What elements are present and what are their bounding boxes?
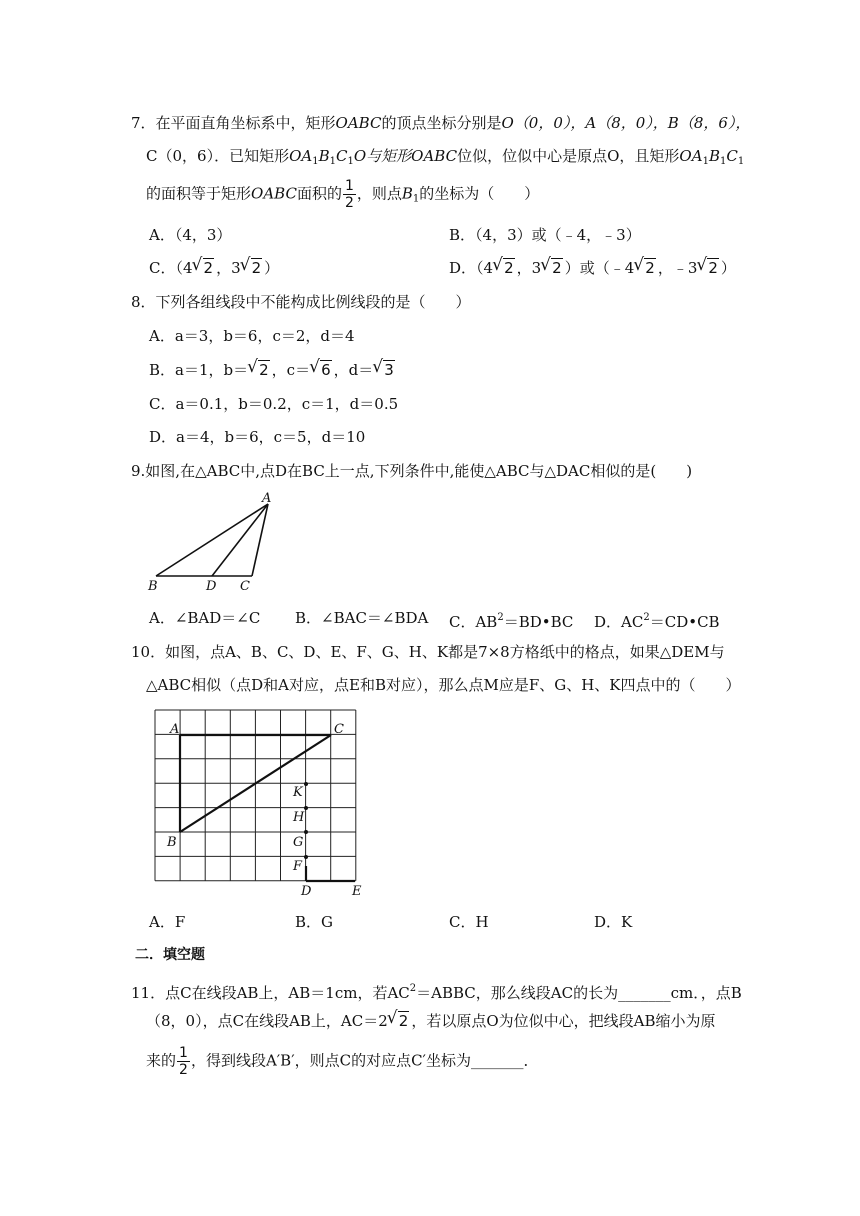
q11-line-1: 11．点C在线段AB上，AB＝1cm，若$AC^2=ABBC$，那么线段AC的长为_______cm．，点B xyxy=(131,983,742,1002)
q10-option-a: A．F xyxy=(149,913,186,931)
q10-point-f xyxy=(304,855,308,859)
q7-line-2: C（0，6）．已知矩形$OA_1B_1C_1O$与矩形OABC位似，位似中心是原点O，且矩形$OA_1B_1C_1$ xyxy=(146,147,745,167)
q10-point-g xyxy=(304,830,308,834)
q11-blank-2: _______ xyxy=(470,1051,524,1070)
q10-label-a: A xyxy=(170,722,180,737)
q10-line-2: △ABC相似（点D和A对应，点E和B对应），那么点M应是F、G、H、K四点中的（ ） xyxy=(146,676,741,694)
q10-label-h: H xyxy=(293,810,305,825)
q9-option-d: D．$AC^2=CD•CB$ xyxy=(594,612,720,631)
section-heading-fill-in: 二．填空题 xyxy=(135,947,205,963)
q8-option-a: A．a＝3，b＝6，c＝2，d＝4 xyxy=(149,327,355,345)
q7-option-d: D．（4√ 2 ，3√ 2 ）或（﹣4√ 2 ，﹣3√ 2 ） xyxy=(449,257,736,279)
q8-option-d: D．a＝4，b＝6，c＝5，d＝10 xyxy=(149,428,366,446)
fraction-one-half: $\frac{1}{2}$ xyxy=(344,178,354,211)
q10-label-g: G xyxy=(293,835,304,850)
q10-point-k xyxy=(304,782,308,786)
q7-option-b: B．（4，3）或（﹣4，﹣3） xyxy=(449,226,641,244)
q10-label-b: B xyxy=(167,835,177,850)
q9-option-b: B．∠BAC＝∠BDA xyxy=(295,609,429,627)
fraction-one-half: $\frac{1}{2}$ xyxy=(179,1045,188,1078)
q10-option-c: C．H xyxy=(449,913,489,931)
q9-label-a: A xyxy=(262,491,272,506)
q11-line-2: （8，0），点C在线段AB上，AC＝2√ 2 ，若以原点O为位似中心，把线段AB缩小为原 xyxy=(146,1010,715,1032)
q8-stem: 8．下列各组线段中不能构成比例线段的是（ ） xyxy=(131,293,471,311)
q9-option-c: C．$AB^2=BD•BC$ xyxy=(449,612,574,631)
q9-label-d: D xyxy=(206,579,217,594)
q7-option-a: A．（4，3） xyxy=(149,226,232,244)
q10-option-b: B．G xyxy=(295,913,334,931)
q10-label-e: E xyxy=(352,884,362,898)
q10-label-c: C xyxy=(334,722,344,737)
q10-option-d: D．K xyxy=(594,913,633,931)
q7-line-3: 的面积等于矩形OABC面积的 $\frac{1}{2}$ ，则点$B_1$的坐标为（ ） xyxy=(146,178,540,211)
q9-label-c: C xyxy=(240,579,250,594)
q7-line-1: 7．在平面直角坐标系中，矩形OABC的顶点坐标分别是O（0，0），A（8，0），B（8，6）， xyxy=(131,114,751,132)
q10-point-h xyxy=(304,806,308,810)
q9-triangle-figure xyxy=(140,490,290,600)
q9-label-b: B xyxy=(148,579,158,594)
q11-blank-1: _______ xyxy=(618,984,671,1002)
q10-line-1: 10．如图，点A、B、C、D、E、F、G、H、K都是7×8方格纸中的格点，如果△DEM与 xyxy=(131,643,725,661)
q10-label-k: K xyxy=(293,785,303,800)
q9-option-a: A．∠BAD＝∠C xyxy=(149,609,261,627)
q10-label-f: F xyxy=(293,859,303,874)
q8-option-c: C．a＝0.1，b＝0.2，c＝1，d＝0.5 xyxy=(149,395,399,413)
q10-label-d: D xyxy=(301,884,312,898)
q11-line-3: 来的 $\frac{1}{2}$ ，得到线段A′B′，则点C的对应点C′坐标为_______． xyxy=(146,1045,539,1078)
q9-segment-ab xyxy=(156,504,268,576)
q7-option-c: C．（4√ 2 ，3√ 2 ） xyxy=(149,257,279,279)
q8-option-b: B．a＝1，b＝√ 2 ，c＝√ 6 ，d＝√ 3 xyxy=(149,359,397,381)
q9-stem: 9.如图,在△ABC中,点D在BC上一点,下列条件中,能使△ABC与△DAC相似的是( ) xyxy=(131,462,693,480)
q10-grid-figure xyxy=(145,702,375,898)
